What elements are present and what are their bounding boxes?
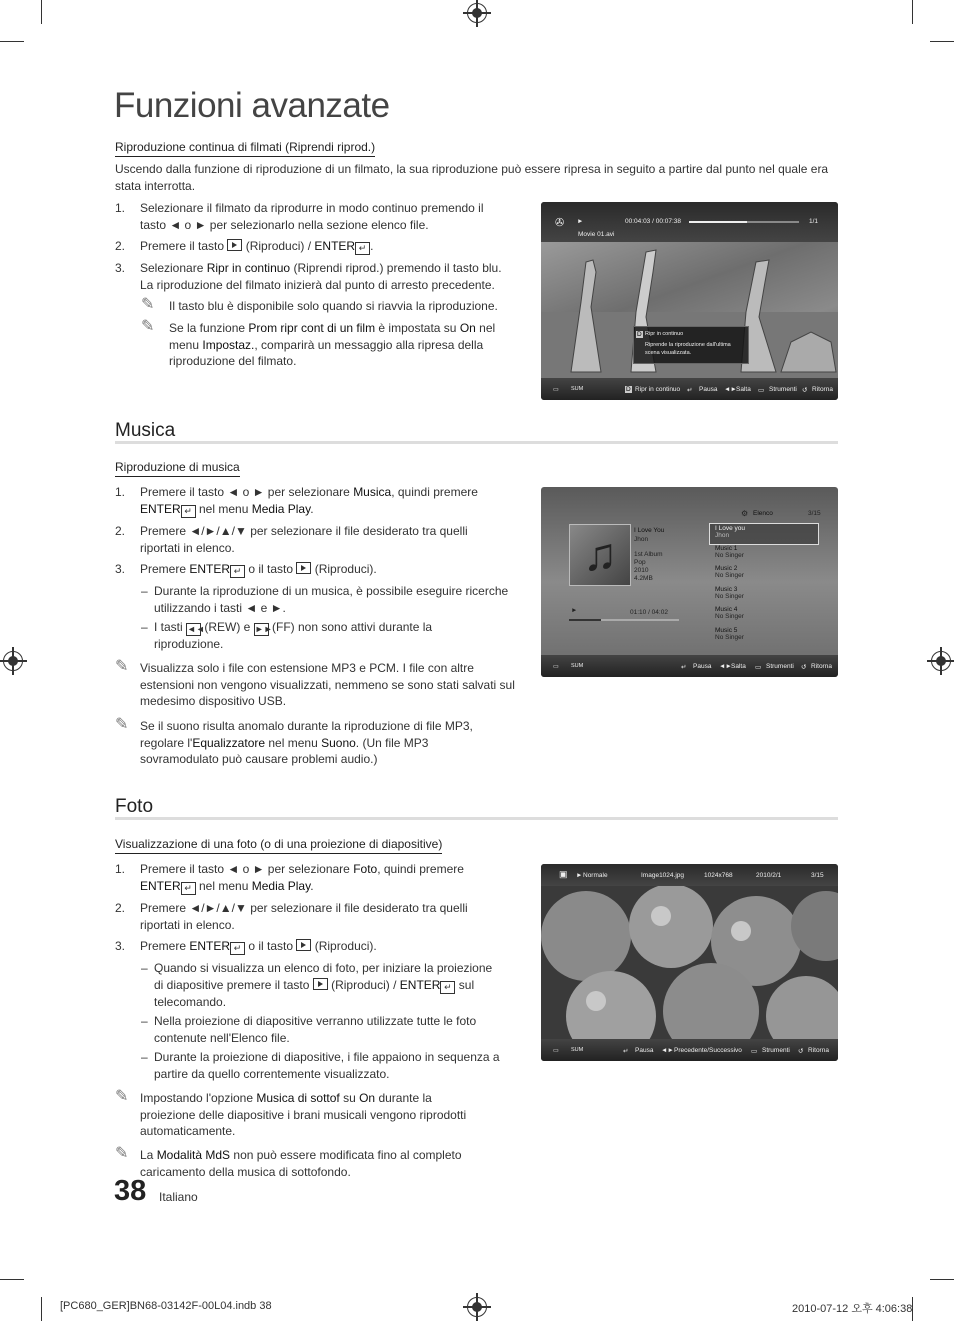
hint-pause[interactable]: Pausa	[699, 386, 718, 393]
text: nel menu	[265, 735, 322, 750]
step-number: 2.	[115, 524, 126, 538]
crop-mark	[41, 1297, 42, 1321]
bold-text: Musica di sottof	[256, 1091, 340, 1105]
bold-text: Media Play	[251, 878, 311, 893]
text: nel menu	[195, 878, 252, 893]
progress-fill	[689, 221, 747, 223]
return-icon: ↺	[798, 1048, 804, 1055]
item-title: Music 5	[715, 627, 738, 634]
registration-mark-icon	[931, 651, 951, 671]
resume-step3	[140, 260, 515, 293]
text: Premere il tasto ◄ o ► per selezionare	[140, 862, 354, 876]
registration-mark-icon	[467, 3, 487, 23]
item-singer: No Singer	[715, 552, 744, 559]
usb-icon: ▭	[553, 387, 559, 393]
list-item[interactable]	[715, 627, 744, 641]
text: , quindi premere	[391, 485, 478, 499]
resume-heading: Riproduzione continua di filmati (Riprendi riprod.)	[115, 140, 375, 157]
crop-mark	[912, 0, 913, 24]
crop-mark	[41, 0, 42, 24]
page-title: Funzioni avanzate	[114, 86, 390, 125]
photo-screenshot	[541, 864, 838, 1061]
image-date: 2010/2/1	[756, 872, 782, 879]
progress-fill	[569, 619, 601, 621]
hint-tools[interactable]: Strumenti	[762, 1047, 790, 1054]
music-step3	[140, 561, 510, 578]
item-singer: No Singer	[715, 572, 744, 579]
list-item[interactable]	[715, 586, 744, 600]
enter-icon: ↵	[230, 942, 245, 955]
left-right-icon: ◄►	[719, 663, 732, 670]
text: (Riproduci) /	[242, 239, 315, 253]
slideshow-mode: Normale	[583, 872, 608, 879]
item-singer: No Singer	[715, 613, 744, 620]
text: I tasti	[154, 620, 187, 634]
sum-label: SUM	[571, 663, 584, 669]
left-right-icon: ◄►	[661, 1047, 674, 1054]
text: , comparirà un messaggio alla ripresa della riproduzione del filmato.	[169, 337, 484, 368]
enter-icon: ↵	[687, 387, 693, 394]
enter-label: ENTER	[140, 501, 181, 516]
text: .	[370, 239, 374, 253]
hint-return[interactable]: Ritorna	[812, 386, 833, 393]
registration-mark-icon	[3, 651, 23, 671]
item-singer: Jhon	[715, 532, 730, 539]
progress-track	[569, 619, 679, 621]
play-icon	[296, 939, 311, 951]
text: è impostata su	[375, 321, 460, 335]
text: .	[310, 878, 314, 893]
music-heading: Riproduzione di musica	[115, 460, 240, 477]
note-icon: ✎	[115, 658, 129, 675]
note-icon: ✎	[141, 318, 155, 335]
crop-mark	[930, 1279, 954, 1280]
note-icon: ✎	[115, 1088, 129, 1105]
resume-note2	[169, 320, 514, 370]
list-label: Elenco	[753, 510, 773, 517]
resume-intro: Uscendo dalla funzione di riproduzione di un filmato, la sua riproduzione può essere ripresa in seguito a partire dal punto nel quale era stata interrotta.	[115, 162, 829, 193]
step-number: 2.	[115, 901, 126, 915]
resume-step2	[140, 238, 510, 255]
time-readout: 00:04:03 / 00:07:38	[625, 218, 682, 225]
album-art-note-icon: ♫	[569, 524, 631, 586]
music-note2	[140, 718, 495, 768]
text: o il tasto	[245, 562, 297, 576]
registration-mark-icon	[467, 1297, 487, 1317]
enter-label: ENTER	[140, 878, 181, 893]
text: Premere	[140, 939, 190, 953]
time-readout: 01:10 / 04:02	[630, 609, 668, 616]
image-count: 3/15	[811, 872, 824, 879]
photo-note2	[140, 1147, 495, 1180]
photo-detail2: Nella proiezione di diapositive verranno utilizzate tutte le foto contenute nell'Elenco file.	[154, 1014, 477, 1045]
enter-icon: ↵	[440, 981, 455, 994]
tools-icon: ▭	[755, 664, 762, 671]
enter-icon: ↵	[230, 565, 245, 578]
apples-photo	[541, 886, 838, 1039]
song-album: 1st Album	[634, 551, 663, 558]
photo-step2: Premere ◄/►/▲/▼ per selezionare il file desiderato tra quelli riportati in elenco.	[140, 901, 468, 932]
sum-label: SUM	[571, 1047, 584, 1053]
usb-icon: ▭	[553, 664, 559, 670]
item-title: Music 3	[715, 586, 738, 593]
file-count: 1/1	[809, 218, 819, 225]
section-rule	[115, 441, 838, 444]
note-icon: ✎	[115, 1145, 129, 1162]
print-timestamp: 2010-07-12 오후 4:06:38	[792, 1303, 913, 1315]
play-indicator-icon: ►	[577, 218, 584, 225]
list-item[interactable]	[715, 606, 744, 620]
note-icon: ✎	[115, 716, 129, 733]
text: Premere il tasto ◄ o ► per selezionare	[140, 485, 354, 499]
text: Premere il tasto	[140, 239, 228, 253]
step-number: 3.	[115, 939, 126, 953]
photo-note1	[140, 1090, 490, 1140]
hint-pause[interactable]: Pausa	[635, 1047, 654, 1054]
text: (REW) e	[201, 620, 254, 634]
text: Selezionare	[140, 261, 207, 275]
dash: –	[141, 961, 148, 975]
blue-key-icon: D	[626, 386, 631, 393]
hint-skip[interactable]: Salta	[731, 663, 746, 670]
hint-resume[interactable]: Ripr in continuo	[635, 386, 681, 393]
item-singer: No Singer	[715, 593, 744, 600]
usb-icon: ▭	[553, 1048, 559, 1054]
page-language: Italiano	[159, 1190, 198, 1204]
film-icon: ✇	[555, 217, 565, 229]
return-icon: ↺	[801, 664, 807, 671]
text: non può essere modificata fino al completo caricamento della musica di sottofondo.	[140, 1148, 462, 1179]
song-genre: Pop	[634, 559, 646, 566]
hint-tools[interactable]: Strumenti	[766, 663, 794, 670]
section-rule	[115, 817, 838, 820]
hint-pause[interactable]: Pausa	[693, 663, 712, 670]
movie-screenshot	[541, 202, 838, 400]
bold-text: Equalizzatore	[192, 735, 266, 750]
item-singer: No Singer	[715, 634, 744, 641]
popup-text: Riprende la riproduzione dall'ultima scena visualizzata.	[645, 342, 731, 356]
text: La	[140, 1148, 157, 1162]
text: Premere	[140, 562, 190, 576]
photo-step1	[140, 861, 515, 895]
item-title: I Love you	[715, 525, 745, 532]
enter-icon: ↵	[681, 664, 687, 671]
photo-detail1	[154, 960, 499, 1010]
play-icon	[313, 978, 328, 990]
text: (Riprendi riprod.) premendo il tasto blu. La riproduzione del filmato inizierà dal punto di arresto precedente.	[140, 261, 502, 292]
text: (Riproduci).	[311, 562, 377, 576]
resume-note1: Il tasto blu è disponibile solo quando si riavvia la riproduzione.	[169, 299, 498, 313]
rewind-icon: ◄◄	[187, 624, 205, 634]
note-icon: ✎	[141, 296, 155, 313]
hint-prev-next[interactable]: Precedente/Successivo	[674, 1047, 742, 1054]
enter-icon: ↵	[355, 242, 370, 255]
text: nel menu	[195, 501, 252, 516]
text: . (Un file MP3 sovramodulato può causare problemi audio.)	[140, 735, 429, 766]
enter-icon: ↵	[181, 505, 196, 518]
crop-mark	[0, 41, 24, 42]
play-indicator-icon: ►	[576, 872, 583, 879]
dash: –	[141, 620, 148, 634]
step-number: 1.	[115, 485, 126, 499]
play-icon	[296, 562, 311, 574]
image-resolution: 1024x768	[704, 872, 733, 879]
song-size: 4.2MB	[634, 575, 653, 582]
progress-track	[689, 221, 799, 223]
bold-text: Musica	[353, 485, 392, 499]
dash: –	[141, 1014, 148, 1028]
play-indicator-icon: ►	[571, 607, 578, 614]
image-file: Image1024.jpg	[641, 872, 685, 879]
enter-label: ENTER	[189, 562, 231, 576]
list-item[interactable]	[715, 565, 744, 579]
bottom-bar	[541, 655, 838, 677]
music-note1: Visualizza solo i file con estensione MP3 e PCM. I file con altre estensioni non vengono visualizzati, nemmeno se sono stati salvati sul medesimo dispositivo USB.	[140, 661, 515, 708]
resume-popup	[633, 326, 749, 364]
hint-skip[interactable]: Salta	[736, 386, 751, 393]
text: (Riproduci).	[311, 939, 377, 953]
text: Impostando l'opzione	[140, 1091, 257, 1105]
item-title: Music 2	[715, 565, 738, 572]
fast-forward-icon: ►►	[254, 624, 273, 634]
song-title: I Love You	[634, 527, 665, 534]
music-detail1: Durante la riproduzione di un musica, è possibile eseguire ricerche utilizzando i tasti ◄ e ►.	[154, 584, 509, 615]
left-right-icon: ◄►	[724, 386, 737, 393]
dash: –	[141, 1050, 148, 1064]
tools-icon: ▭	[751, 1048, 758, 1055]
photo-step3	[140, 938, 510, 955]
step-number: 1.	[115, 862, 126, 876]
play-icon	[227, 239, 242, 251]
return-icon: ↺	[802, 387, 808, 394]
bold-text: Modalità MdS	[156, 1148, 231, 1162]
bold-text: Impostaz.	[202, 337, 255, 352]
bold-text: On	[459, 321, 476, 335]
text: sul telecomando.	[154, 977, 475, 1009]
text: Se la funzione	[169, 321, 249, 335]
print-slug: [PC680_GER]BN68-03142F-00L04.indb 38	[60, 1300, 272, 1312]
text: (Riproduci) /	[327, 977, 400, 992]
text: durante la proiezione delle diapositive i brani musicali vengono riprodotti automaticamente.	[140, 1091, 467, 1138]
step-number: 2.	[115, 239, 126, 253]
enter-label: ENTER	[189, 939, 231, 953]
step-number: 3.	[115, 261, 126, 275]
item-title: Music 4	[715, 606, 738, 613]
blue-key-icon: D	[637, 331, 642, 338]
page-number: 38	[114, 1175, 147, 1207]
hint-return[interactable]: Ritorna	[808, 1047, 829, 1054]
step-number: 3.	[115, 562, 126, 576]
bottom-bar	[541, 378, 838, 400]
music-step1	[140, 484, 515, 518]
hint-return[interactable]: Ritorna	[811, 663, 832, 670]
bold-text: Prom ripr cont di un film	[248, 321, 376, 335]
bold-text: On	[359, 1091, 376, 1105]
crop-mark	[0, 1279, 24, 1280]
bold-text: Media Play	[251, 501, 311, 516]
photo-detail3: Durante la proiezione di diapositive, i file appaiono in sequenza a partire da quello correntemente visualizzato.	[154, 1050, 500, 1081]
enter-label: ENTER	[314, 239, 356, 253]
song-artist: Jhon	[634, 536, 649, 543]
enter-icon: ↵	[623, 1048, 629, 1055]
crop-mark	[930, 41, 954, 42]
file-name: Movie 01.avi	[578, 231, 615, 238]
hint-tools[interactable]: Strumenti	[769, 386, 797, 393]
popup-title: Ripr in continuo	[645, 331, 684, 337]
bottom-bar	[541, 1039, 838, 1061]
music-screenshot	[541, 487, 838, 677]
song-year: 2010	[634, 567, 649, 574]
list-item[interactable]	[715, 545, 744, 559]
bold-text: Foto	[353, 862, 378, 876]
text: (FF) non sono attivi durante la riproduzione.	[154, 620, 433, 651]
text: o il tasto	[245, 939, 297, 953]
list-icon: ⚙	[741, 509, 749, 518]
bold-text: Ripr in continuo	[206, 261, 291, 275]
music-step2: Premere ◄/►/▲/▼ per selezionare il file desiderato tra quelli riportati in elenco.	[140, 524, 468, 555]
photo-heading: Visualizzazione di una foto (o di una proiezione di diapositive)	[115, 837, 442, 854]
section-title-music: Musica	[115, 420, 176, 441]
list-item[interactable]	[715, 525, 745, 539]
enter-icon: ↵	[181, 882, 196, 895]
enter-label: ENTER	[399, 977, 441, 992]
photo-icon: ▣	[559, 869, 568, 879]
text: .	[310, 501, 314, 516]
list-count: 3/15	[808, 510, 821, 517]
sum-label: SUM	[571, 386, 584, 392]
music-detail2	[154, 619, 454, 653]
bold-text: Suono	[321, 735, 356, 750]
step-number: 1.	[115, 201, 126, 215]
section-title-photo: Foto	[115, 796, 154, 817]
resume-step1: Selezionare il filmato da riprodurre in modo continuo premendo il tasto ◄ o ► per selezionarlo nella sezione elenco file.	[140, 201, 484, 232]
text: su	[339, 1091, 360, 1105]
text: Quando si visualizza un elenco di foto, per iniziare la proiezione di diapositive premere il tasto	[154, 961, 493, 992]
item-title: Music 1	[715, 545, 738, 552]
text: , quindi premere	[377, 862, 464, 876]
tools-icon: ▭	[758, 387, 765, 394]
text: nel menu	[169, 321, 496, 352]
text: Se il suono risulta anomalo durante la riproduzione di file MP3, regolare l'	[140, 719, 473, 750]
dash: –	[141, 584, 148, 598]
